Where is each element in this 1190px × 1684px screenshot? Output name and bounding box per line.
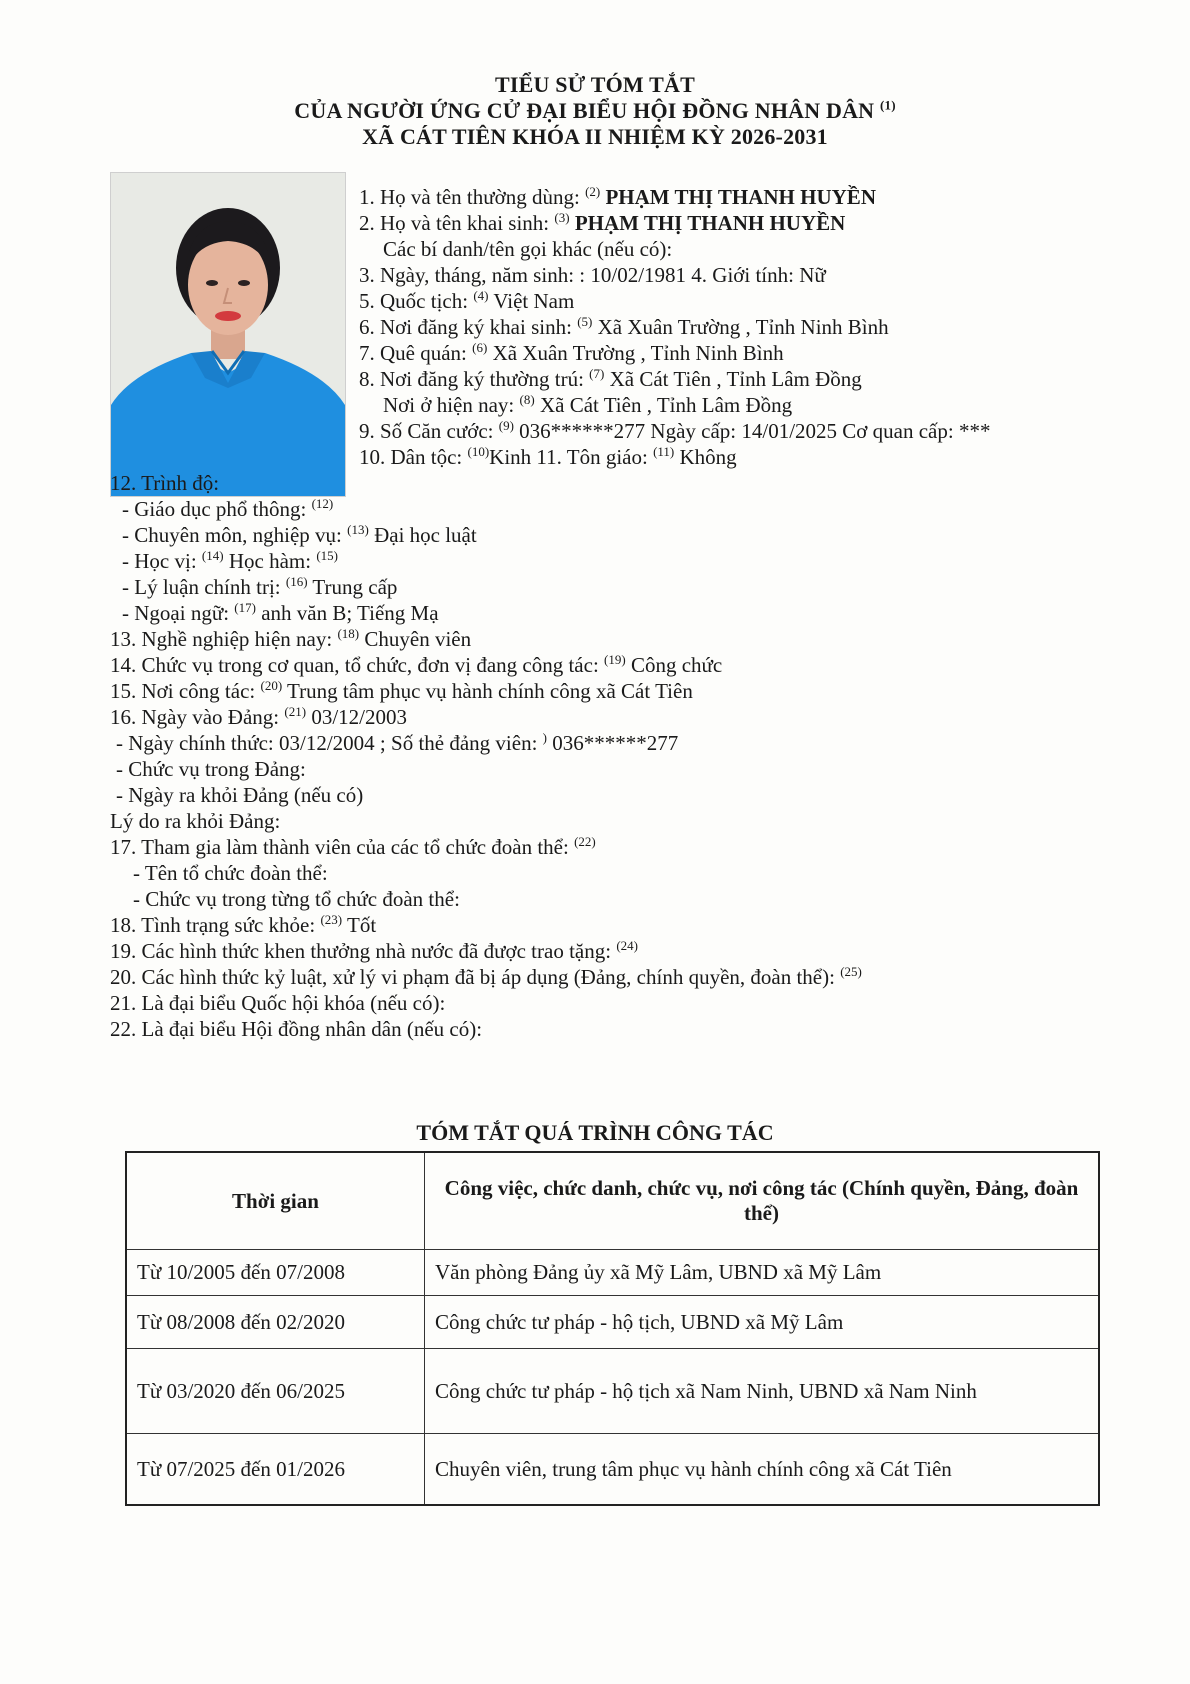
- field-aliases: Các bí danh/tên gọi khác (nếu có):: [383, 237, 673, 261]
- work-history-title: TÓM TẮT QUÁ TRÌNH CÔNG TÁC: [416, 1120, 774, 1145]
- field-hometown: 7. Quê quán: $^{(6)}$ Xã Xuân Trường , Tỉnh Ninh Bình: [359, 340, 784, 365]
- field-organization-name: - Tên tổ chức đoàn thể:: [133, 861, 328, 885]
- cell-job: Công chức tư pháp - hộ tịch, UBND xã Mỹ Lâm: [425, 1296, 1100, 1349]
- field-party-leave-date: - Ngày ra khỏi Đảng (nếu có): [116, 783, 364, 807]
- table-row: [126, 1434, 1099, 1506]
- field-birth-name: 2. Họ và tên khai sinh: $^{(3)}$ PHẠM THỊ THANH HUYỀN: [359, 210, 846, 235]
- field-occupation: 13. Nghề nghiệp hiện nay: $^{(18)}$ Chuyên viên: [110, 626, 472, 651]
- field-position: 14. Chức vụ trong cơ quan, tổ chức, đơn vị đang công tác: $^{(19)}$ Công chức: [110, 652, 723, 677]
- field-party-join-date: 16. Ngày vào Đảng: $^{(21)}$ 03/12/2003: [110, 704, 407, 729]
- footnote-ref: (1): [879, 97, 896, 113]
- document-term: XÃ CÁT TIÊN KHÓA II NHIỆM KỲ 2026-2031: [362, 124, 828, 149]
- field-political-theory: - Lý luận chính trị: $^{(16)}$ Trung cấp: [122, 574, 398, 599]
- field-ethnicity-religion: 10. Dân tộc: $^{(10)}$Kinh 11. Tôn giáo: $^{(11)}$ Không: [359, 444, 737, 469]
- cell-job: Công chức tư pháp - hộ tịch xã Nam Ninh, UBND xã Nam Ninh: [425, 1349, 1100, 1434]
- table-row: [126, 1349, 1099, 1434]
- field-organizations: 17. Tham gia làm thành viên của các tổ chức đoàn thể: $^{(22)}$: [110, 834, 596, 859]
- birth-name-value: PHẠM THỊ THANH HUYỀN: [569, 211, 846, 235]
- field-id-card: 9. Số Căn cước: $^{(9)}$ 036******277 Ngày cấp: 14/01/2025 Cơ quan cấp: ***: [359, 418, 991, 443]
- subtitle-text: CỦA NGƯỜI ỨNG CỬ ĐẠI BIỂU HỘI ĐỒNG NHÂN DÂN: [294, 98, 875, 123]
- field-foreign-language: - Ngoại ngữ: $^{(17)}$ anh văn B; Tiếng Mạ: [122, 600, 439, 625]
- column-header-job: Công việc, chức danh, chức vụ, nơi công tác (Chính quyền, Đảng, đoàn thể): [425, 1152, 1100, 1250]
- field-national-assembly: 21. Là đại biểu Quốc hội khóa (nếu có):: [110, 991, 446, 1015]
- field-party-position: - Chức vụ trong Đảng:: [116, 757, 306, 781]
- cell-time: Từ 08/2008 đến 02/2020: [126, 1296, 425, 1349]
- cell-job: Chuyên viên, trung tâm phục vụ hành chính công xã Cát Tiên: [425, 1434, 1100, 1506]
- candidate-photo: [110, 172, 346, 497]
- field-party-leave-reason: Lý do ra khỏi Đảng:: [110, 809, 281, 833]
- field-party-official-date: - Ngày chính thức: 03/12/2004 ; Số thẻ đảng viên: ) 036******277: [116, 730, 679, 755]
- document-subtitle: [0, 98, 1190, 124]
- field-specialization: - Chuyên môn, nghiệp vụ: $^{(13)}$ Đại học luật: [122, 522, 477, 547]
- cell-job: Văn phòng Đảng ủy xã Mỹ Lâm, UBND xã Mỹ Lâm: [425, 1250, 1100, 1296]
- field-education: 12. Trình độ:: [110, 471, 220, 495]
- field-degree-title: - Học vị: $^{(14)}$ Học hàm: $^{(15)}$: [122, 548, 338, 573]
- document-title: TIỂU SỬ TÓM TẮT: [494, 72, 696, 97]
- common-name-value: PHẠM THỊ THANH HUYỀN: [600, 185, 876, 209]
- field-common-name: 1. Họ và tên thường dùng: $^{(2)}$ PHẠM THỊ THANH HUYỀN: [359, 184, 876, 209]
- field-organization-role: - Chức vụ trong từng tổ chức đoàn thể:: [133, 887, 460, 911]
- table-header-row: [126, 1152, 1099, 1250]
- field-people-council: 22. Là đại biểu Hội đồng nhân dân (nếu có):: [110, 1017, 483, 1041]
- field-health: 18. Tình trạng sức khỏe: $^{(23)}$ Tốt: [110, 912, 377, 937]
- field-birth-registration: 6. Nơi đăng ký khai sinh: $^{(5)}$ Xã Xuân Trường , Tỉnh Ninh Bình: [359, 314, 889, 339]
- field-birthdate-gender: 3. Ngày, tháng, năm sinh: : 10/02/1981 4. Giới tính: Nữ: [359, 263, 826, 287]
- field-current-residence: Nơi ở hiện nay: $^{(8)}$ Xã Cát Tiên , Tỉnh Lâm Đồng: [383, 392, 793, 417]
- cell-time: Từ 03/2020 đến 06/2025: [126, 1349, 425, 1434]
- field-general-education: - Giáo dục phổ thông: $^{(12)}$: [122, 496, 334, 521]
- table-row: [126, 1296, 1099, 1349]
- field-discipline: 20. Các hình thức kỷ luật, xử lý vi phạm đã bị áp dụng (Đảng, chính quyền, đoàn thể): $^{(25)}$: [110, 964, 862, 989]
- field-nationality: 5. Quốc tịch: $^{(4)}$ Việt Nam: [359, 288, 575, 313]
- work-history-table: [125, 1151, 1100, 1506]
- field-workplace: 15. Nơi công tác: $^{(20)}$ Trung tâm phục vụ hành chính công xã Cát Tiên: [110, 678, 693, 703]
- cell-time: Từ 10/2005 đến 07/2008: [126, 1250, 425, 1296]
- field-permanent-residence: 8. Nơi đăng ký thường trú: $^{(7)}$ Xã Cát Tiên , Tỉnh Lâm Đồng: [359, 366, 862, 391]
- cell-time: Từ 07/2025 đến 01/2026: [126, 1434, 425, 1506]
- column-header-time: Thời gian: [126, 1152, 425, 1250]
- portrait-illustration: [111, 173, 345, 496]
- field-awards: 19. Các hình thức khen thưởng nhà nước đã được trao tặng: $^{(24)}$: [110, 938, 638, 963]
- table-row: [126, 1250, 1099, 1296]
